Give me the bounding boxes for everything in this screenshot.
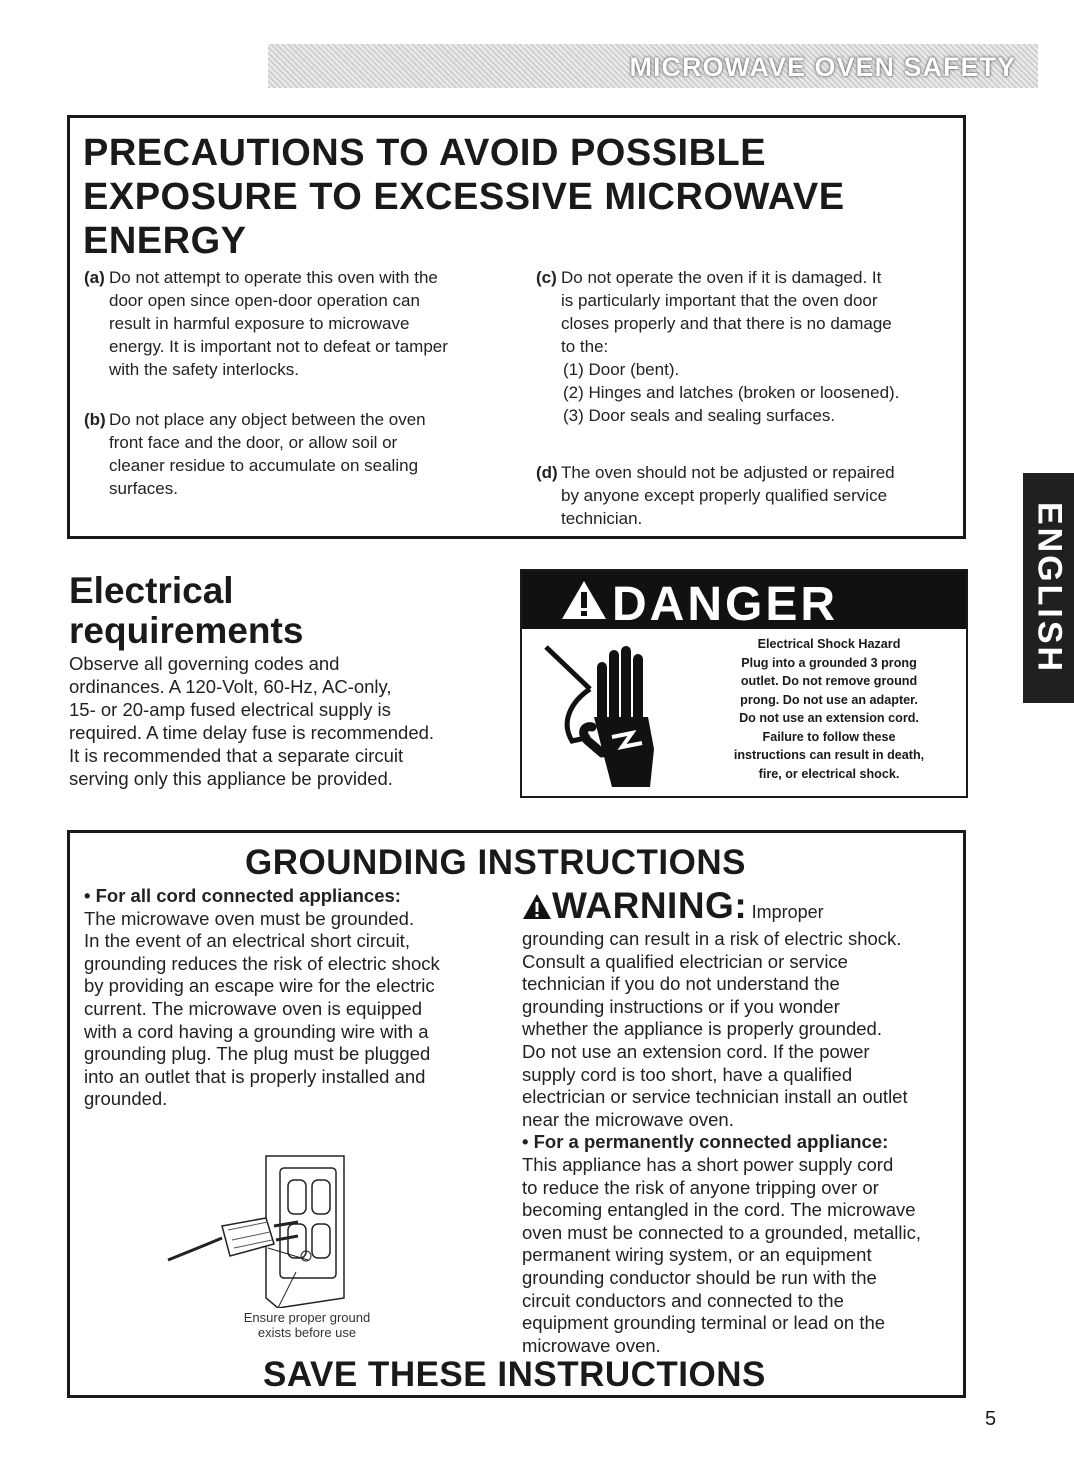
item-label: (d): [536, 463, 558, 482]
item-subline: (2) Hinges and latches (broken or loosened).: [563, 383, 900, 402]
save-instructions-footer: SAVE THESE INSTRUCTIONS: [263, 1355, 766, 1394]
danger-banner: [522, 571, 966, 629]
grounding-box: [67, 830, 966, 1398]
electrical-body: [69, 652, 434, 790]
electrical-line: ordinances. A 120-Volt, 60-Hz, AC-only,: [69, 676, 392, 697]
precaution-item-a: [84, 266, 448, 381]
precaution-item-b: [84, 408, 426, 500]
grounding-line: technician if you do not understand the: [522, 973, 840, 995]
grounding-line: supply cord is too short, have a qualified: [522, 1063, 853, 1085]
item-label: (b): [84, 410, 106, 429]
item-line: result in harmful exposure to microwave: [109, 314, 410, 333]
warning-heading: [522, 885, 824, 927]
grounding-line: grounding conductor should be run with the: [522, 1266, 877, 1288]
illustration-caption: [212, 1310, 402, 1340]
grounding-line: Do not use an extension cord. If the power: [522, 1040, 870, 1062]
precautions-box: [67, 115, 966, 539]
danger-line: fire, or electrical shock.: [758, 767, 900, 781]
item-line: front face and the door, or allow soil or: [109, 433, 398, 452]
grounding-line: grounding reduces the risk of electric shock: [84, 952, 440, 974]
danger-word: DANGER: [612, 578, 839, 631]
grounding-line: to reduce the risk of anyone tripping over or: [522, 1176, 879, 1198]
item-line: energy. It is important not to defeat or tamper: [109, 337, 448, 356]
danger-line: Electrical Shock Hazard: [757, 637, 901, 651]
electrical-line: required. A time delay fuse is recommended.: [69, 722, 435, 743]
item-line: to the:: [561, 337, 609, 356]
item-label: (a): [84, 268, 105, 287]
grounding-line: oven must be connected to a grounded, metallic,: [522, 1221, 922, 1243]
caption-line: Ensure proper ground: [243, 1310, 371, 1325]
item-subline: (3) Door seals and sealing surfaces.: [563, 406, 836, 425]
grounding-line: Consult a qualified electrician or service: [522, 950, 848, 972]
item-line: Do not attempt to operate this oven with the: [109, 268, 438, 287]
danger-line: Plug into a grounded 3 prong: [741, 656, 917, 670]
grounding-line: microwave oven.: [522, 1334, 661, 1356]
danger-line: outlet. Do not remove ground: [740, 674, 918, 688]
danger-line: Do not use an extension cord.: [739, 711, 919, 725]
grounding-line: becoming entangled in the cord. The microwave: [522, 1199, 916, 1221]
grounding-title: GROUNDING INSTRUCTIONS: [245, 843, 746, 882]
grounding-right-column: [522, 928, 921, 1357]
permanent-heading: • For a permanently connected appliance:: [522, 1131, 889, 1153]
grounding-line: into an outlet that is properly installed and: [84, 1065, 426, 1087]
grounded-plug-outlet-illustration: [148, 1148, 358, 1308]
electrical-title-line-2: requirements: [69, 610, 304, 651]
item-line: The oven should not be adjusted or repaired: [561, 463, 895, 482]
section-header-band: [268, 44, 1038, 88]
warning-triangle-icon: [522, 893, 552, 920]
item-line: closes properly and that there is no damage: [561, 314, 892, 333]
grounding-line: This appliance has a short power supply cord: [522, 1153, 894, 1175]
electrical-line: 15- or 20-amp fused electrical supply is: [69, 699, 391, 720]
item-line: surfaces.: [109, 479, 178, 498]
electric-shock-hand-icon: [532, 637, 692, 792]
grounding-line: circuit conductors and connected to the: [522, 1289, 844, 1311]
item-line: technician.: [561, 509, 643, 528]
grounding-line: electrician or service technician install an outlet: [522, 1086, 908, 1108]
grounding-line: grounding instructions or if you wonder: [522, 995, 840, 1017]
warning-word: WARNING:: [552, 885, 748, 926]
item-line: Do not operate the oven if it is damaged. It: [561, 268, 882, 287]
precautions-title-line-3: ENERGY: [83, 220, 247, 262]
item-line: cleaner residue to accumulate on sealing: [109, 456, 419, 475]
language-tab: [1023, 473, 1074, 703]
page-number: 5: [985, 1408, 997, 1430]
section-title: MICROWAVE OVEN SAFETY: [629, 52, 1016, 82]
warning-tail: Improper: [751, 902, 824, 922]
item-line: by anyone except properly qualified service: [561, 486, 888, 505]
grounding-line: The microwave oven must be grounded.: [84, 907, 415, 929]
language-tab-label: ENGLISH: [1030, 501, 1068, 675]
precaution-item-c: [536, 266, 899, 427]
item-line: door open since open-door operation can: [109, 291, 420, 310]
item-line: with the safety interlocks.: [109, 360, 299, 379]
electrical-line: It is recommended that a separate circuit: [69, 745, 404, 766]
grounding-line: equipment grounding terminal or lead on the: [522, 1312, 886, 1334]
warning-triangle-icon: [560, 579, 608, 621]
grounding-line: In the event of an electrical short circuit,: [84, 930, 410, 952]
item-subline: (1) Door (bent).: [563, 360, 680, 379]
danger-line: instructions can result in death,: [733, 748, 925, 762]
danger-box: [520, 569, 968, 798]
caption-line: exists before use: [257, 1325, 357, 1340]
grounding-line: grounding can result in a risk of electric shock.: [522, 928, 902, 949]
grounding-line: by providing an escape wire for the electric: [84, 975, 435, 997]
precautions-title-line-2: EXPOSURE TO EXCESSIVE MICROWAVE: [83, 176, 845, 218]
electrical-title-line-1: Electrical: [69, 570, 234, 611]
danger-line: prong. Do not use an adapter.: [740, 693, 918, 707]
electrical-line: Observe all governing codes and: [69, 653, 340, 674]
grounding-line: grounded.: [84, 1088, 168, 1110]
grounding-line: current. The microwave oven is equipped: [84, 997, 422, 1019]
grounding-line: whether the appliance is properly grounded.: [522, 1018, 882, 1040]
grounding-line: permanent wiring system, or an equipment: [522, 1244, 872, 1266]
grounding-left-column: [84, 885, 440, 1111]
item-line: Do not place any object between the oven: [109, 410, 426, 429]
precaution-item-d: [536, 461, 895, 530]
grounding-line: near the microwave oven.: [522, 1108, 734, 1130]
grounding-line: with a cord having a grounding wire with a: [84, 1020, 429, 1042]
cord-heading: • For all cord connected appliances:: [84, 885, 401, 906]
item-line: is particularly important that the oven door: [561, 291, 878, 310]
item-label: (c): [536, 268, 557, 287]
danger-line: Failure to follow these: [762, 730, 896, 744]
electrical-line: serving only this appliance be provided.: [69, 768, 393, 789]
grounding-line: grounding plug. The plug must be plugged: [84, 1043, 431, 1065]
precautions-title-line-1: PRECAUTIONS TO AVOID POSSIBLE: [83, 132, 767, 174]
